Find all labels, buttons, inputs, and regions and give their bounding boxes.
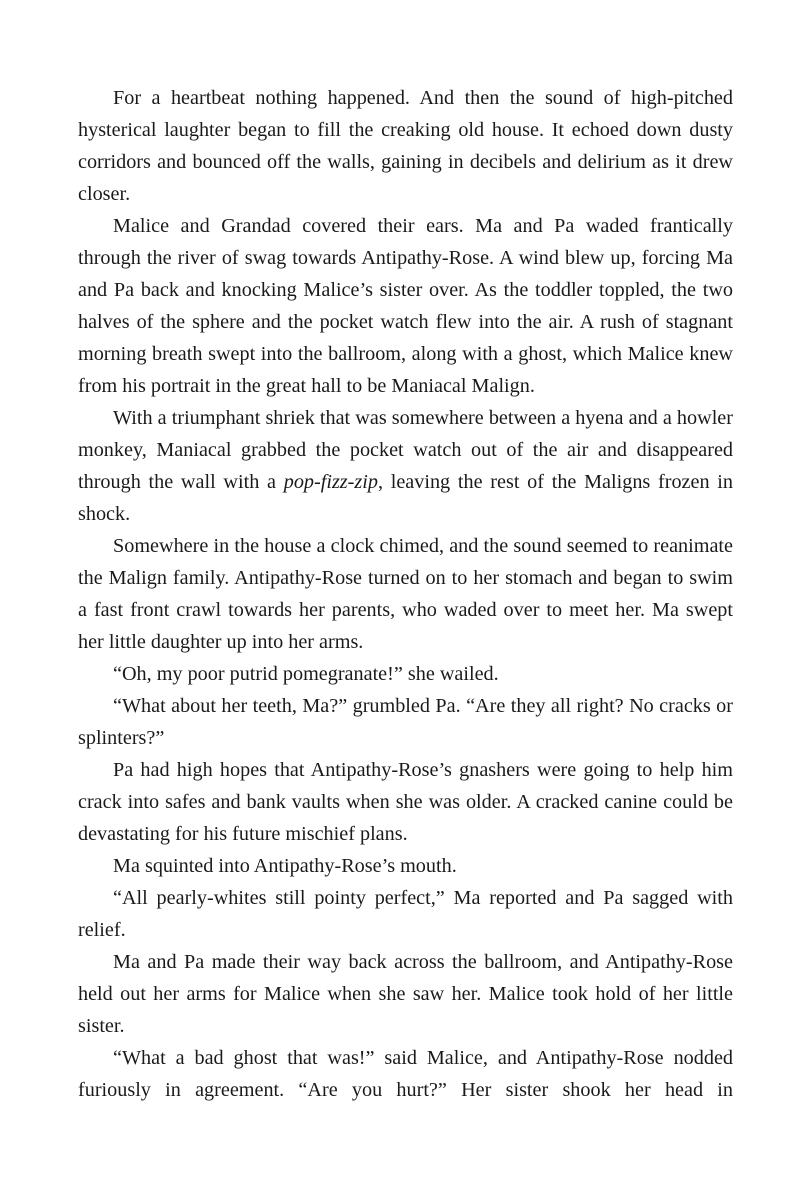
paragraph-text: Ma squinted into Antipathy-Rose’s mouth.	[113, 855, 457, 877]
paragraph	[78, 82, 733, 210]
paragraph	[78, 882, 733, 946]
paragraph-text: “What about her teeth, Ma?” grumbled Pa. “Are they all right? No cracks or splinters?”	[78, 695, 733, 749]
paragraph	[78, 946, 733, 1042]
paragraph-text: Malice and Grandad covered their ears. Ma and Pa waded frantically through the river of swag towards Antipathy-Rose. A wind blew up, forcing Ma and Pa back and knocking Malice’s sister over. As the toddler toppled, the two halves of the sphere and the pocket watch flew into the air. A rush of stagnant morning breath swept into the ballroom, along with a ghost, which Malice knew from his portrait in the great hall to be Maniacal Malign.	[78, 215, 733, 397]
paragraph	[78, 658, 733, 690]
paragraph	[78, 530, 733, 658]
paragraph-text: With a triumphant shriek that was somewhere between a hyena and a howler monkey, Maniacal grabbed the pocket watch out of the air and disappeared through the wall with a	[78, 407, 733, 493]
paragraph-text: , leaving the rest of the Maligns frozen in shock.	[78, 471, 733, 525]
paragraph	[78, 690, 733, 754]
paragraph-text: Somewhere in the house a clock chimed, and the sound seemed to reanimate the Malign family. Antipathy-Rose turned on to her stomach and began to swim a fast front crawl towards her parents, who waded over to meet her. Ma swept her little daughter up into her arms.	[78, 535, 733, 653]
italic-text: pop-fizz-zip	[283, 471, 378, 493]
paragraph-text: “Oh, my poor putrid pomegranate!” she wailed.	[113, 663, 499, 685]
paragraph-text: Ma and Pa made their way back across the ballroom, and Antipathy-Rose held out her arms for Malice when she saw her. Malice took hold of her little sister.	[78, 951, 733, 1037]
paragraph	[78, 850, 733, 882]
paragraph-text: “All pearly-whites still pointy perfect,” Ma reported and Pa sagged with relief.	[78, 887, 733, 941]
paragraph-text: Pa had high hopes that Antipathy-Rose’s gnashers were going to help him crack into safes and bank vaults when she was older. A cracked canine could be devastating for his future mischief plans.	[78, 759, 733, 845]
paragraph	[78, 210, 733, 402]
paragraph-text: For a heartbeat nothing happened. And then the sound of high-pitched hysterical laughter began to fill the creaking old house. It echoed down dusty corridors and bounced off the walls, gaining in decibels and delirium as it drew closer.	[78, 87, 733, 205]
paragraph	[78, 402, 733, 530]
paragraph-text: “What a bad ghost that was!” said Malice, and Antipathy-Rose nodded furiously in agreement. “Are you hurt?” Her sister shook her head in	[78, 1047, 733, 1101]
paragraph	[78, 1042, 733, 1106]
paragraph	[78, 754, 733, 850]
body-text	[78, 82, 733, 1106]
